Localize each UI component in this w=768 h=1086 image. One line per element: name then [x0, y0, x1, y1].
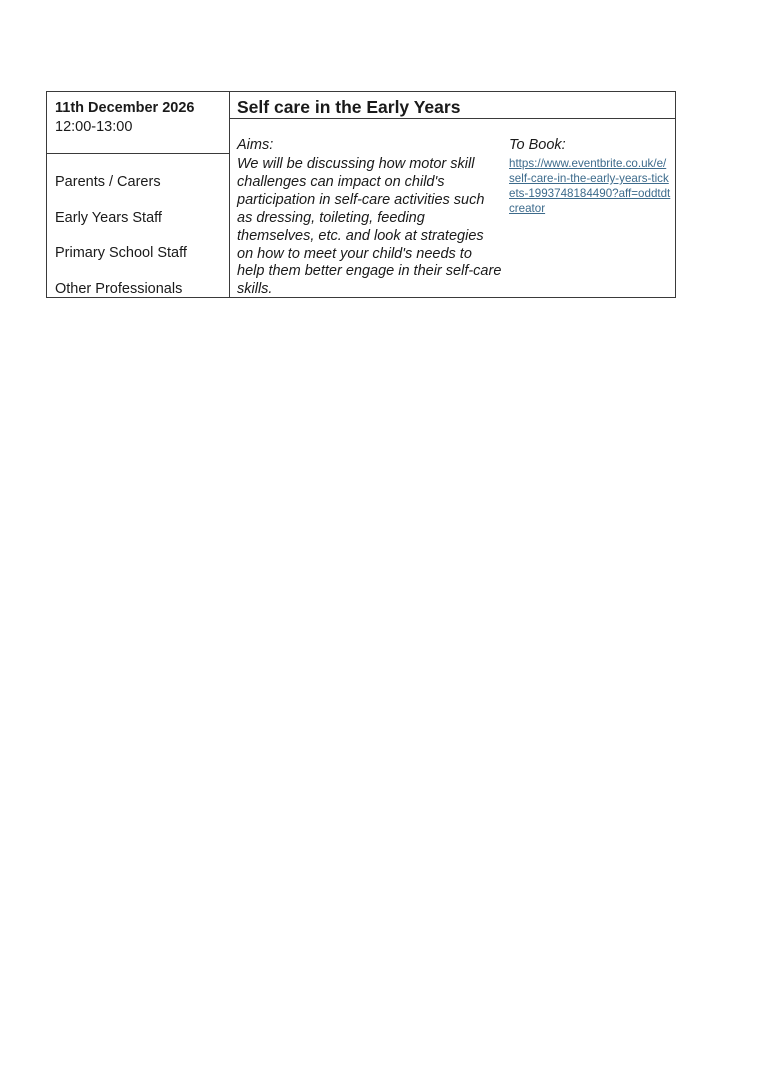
- aims-description: We will be discussing how motor skill challenges can impact on child's participation in self-care activities such as dressing, toileting, feeding themselves, etc. and look at strategies on how to meet your child's needs to help them better engage in their self-care skills.: [237, 156, 502, 298]
- audience-list: [55, 174, 187, 316]
- event-card: [46, 91, 676, 298]
- aims-label: Aims:: [237, 137, 274, 153]
- audience-item: Parents / Carers: [55, 174, 161, 190]
- audience-item: Early Years Staff: [55, 209, 162, 226]
- booking-link[interactable]: https://www.eventbrite.co.uk/e/self-care-in-the-early-years-tickets-1993748184490?aff=oddtdtcreator: [509, 157, 671, 215]
- event-title: Self care in the Early Years: [237, 97, 461, 117]
- audience-item: Other Professionals: [55, 280, 183, 297]
- event-date: 11th December 2026: [55, 100, 195, 116]
- event-time: 12:00-13:00: [55, 119, 133, 135]
- event-info-column: [47, 92, 230, 297]
- date-time-block: [47, 92, 229, 154]
- title-block: [230, 92, 675, 119]
- audience-item: Primary School Staff: [55, 245, 187, 261]
- booking-label: To Book:: [509, 137, 566, 153]
